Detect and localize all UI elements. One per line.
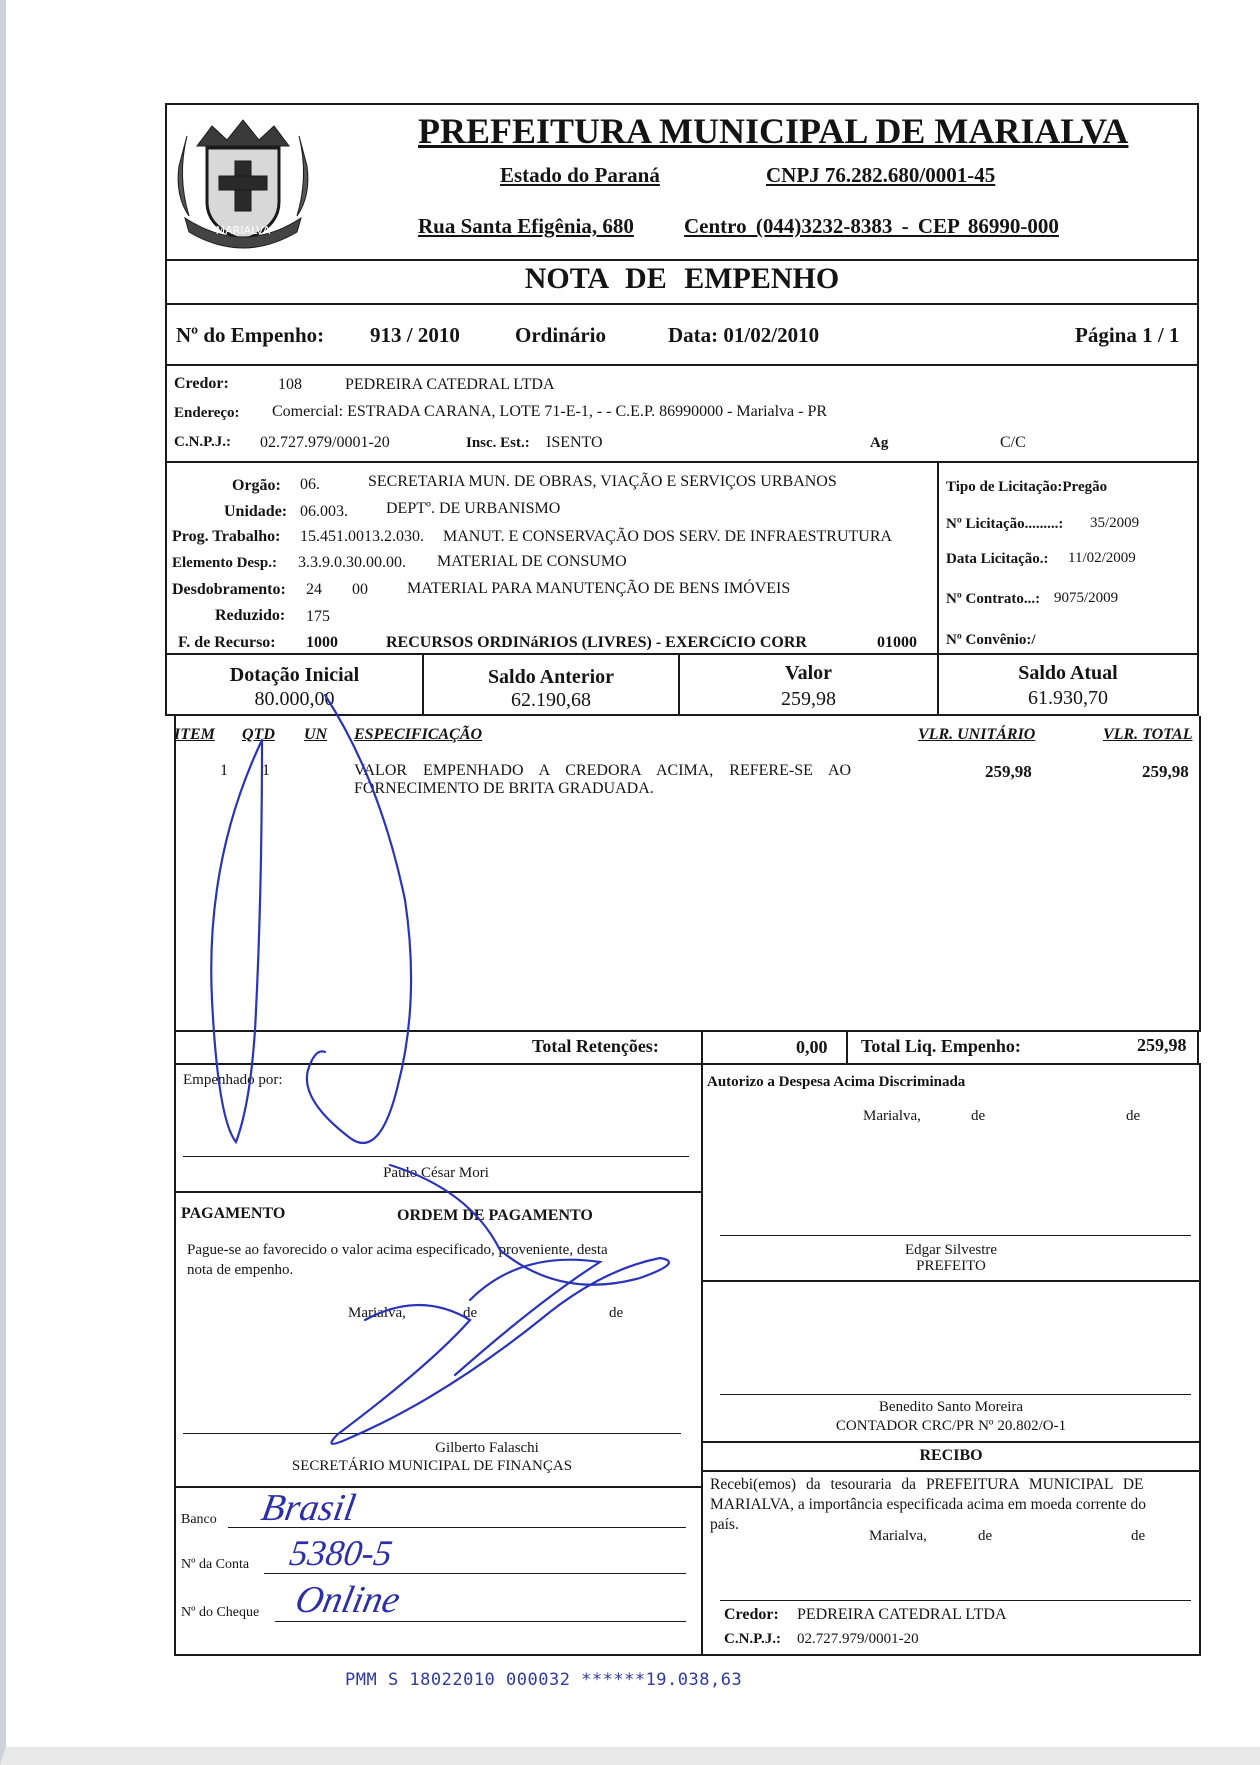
header-street: Rua Santa Efigênia, 680: [418, 214, 634, 238]
totals-box: [174, 1030, 1199, 1065]
recibo-de2: de: [1131, 1528, 1146, 1544]
pagamento-de1: de: [463, 1305, 478, 1321]
row-qtd: 1: [262, 762, 270, 779]
banco-top-line: [174, 1486, 701, 1488]
orgao-code: 06.: [300, 476, 320, 493]
recibo-de1: de: [978, 1528, 993, 1544]
prefeito-name: Edgar Silvestre: [904, 1242, 998, 1258]
totals-divider-2: [846, 1030, 848, 1065]
prog-name: MANUT. E CONSERVAÇÃO DOS SERV. DE INFRAESTRUTURA: [443, 528, 893, 545]
empenho-label: Nº do Empenho:: [176, 323, 325, 347]
empenho-type: Ordinário: [515, 323, 607, 347]
orgao-name: SECRETARIA MUN. DE OBRAS, VIAÇÃO E SERVIÇOS URBANOS: [368, 473, 837, 490]
seal-text: MARIALVA: [215, 224, 271, 237]
header-title: PREFEITURA MUNICIPAL DE MARIALVA: [418, 111, 1129, 151]
header-cnpj: CNPJ 76.282.680/0001-45: [766, 163, 996, 187]
recibo-marialva: Marialva,: [869, 1528, 927, 1544]
empenhado-name: Paulo César Mori: [383, 1165, 489, 1181]
row-spec-line2: FORNECIMENTO DE BRITA GRADUADA.: [354, 780, 654, 797]
recurso-code: 1000: [306, 634, 338, 651]
valor-value: 259,98: [781, 688, 836, 710]
licitacao-data: 11/02/2009: [1068, 550, 1136, 566]
pague-line2: nota de empenho.: [187, 1262, 294, 1278]
banco-handwritten: Brasil: [258, 1487, 359, 1529]
elemento-code: 3.3.9.0.30.00.00.: [298, 554, 406, 571]
lower-bottom-border: [174, 1654, 1201, 1656]
col-unitario-header: VLR. UNITÁRIO: [918, 726, 1036, 743]
dotacao-inicial-value: 80.000,00: [254, 688, 335, 710]
contador-name: Benedito Santo Moreira: [878, 1399, 1024, 1415]
contador-signature-line: [720, 1394, 1191, 1395]
pagamento-de2: de: [609, 1305, 624, 1321]
credor-ie-label: Insc. Est.:: [466, 435, 530, 451]
secretario-signature-line: [183, 1433, 681, 1434]
desdobramento-label: Desdobramento:: [172, 581, 286, 598]
saldo-anterior-value: 62.190,68: [511, 689, 591, 711]
orgao-label: Orgão:: [232, 477, 281, 494]
credor-address: Comercial: ESTRADA CARANA, LOTE 71-E-1, - - C.E.P. 86990000 - Marialva - PR: [272, 403, 828, 420]
recurso-name: RECURSOS ORDINáRIOS (LIVRES) - EXERCíCIO CORR: [386, 634, 807, 651]
autorizo-de2: de: [1126, 1108, 1141, 1124]
recurso-label: F. de Recurso:: [178, 634, 276, 651]
row-unitario: 259,98: [985, 762, 1032, 781]
recibo-line2: MARIALVA, a importância especificada acima em moeda corrente do: [710, 1496, 1146, 1513]
ordem-pagamento-title: ORDEM DE PAGAMENTO: [397, 1207, 593, 1224]
reduzido-label: Reduzido:: [215, 607, 286, 624]
credor-cc-label: C/C: [1000, 434, 1026, 451]
recibo-cnpj: 02.727.979/0001-20: [797, 1631, 919, 1647]
secretario-name: Gilberto Falaschi: [435, 1440, 539, 1456]
col-qtd-header: QTD: [242, 726, 275, 743]
credor-ie: ISENTO: [546, 434, 603, 451]
row-spec-line1: VALOR EMPENHADO A CREDORA ACIMA, REFERE-SE AO: [354, 762, 852, 779]
credor-cnpj: 02.727.979/0001-20: [260, 434, 390, 451]
col-total-header: VLR. TOTAL: [1103, 726, 1193, 743]
licitacao-contrato-label: Nº Contrato...:: [946, 591, 1041, 607]
pague-line1: Pague-se ao favorecido o valor acima especificado, proveniente, desta: [187, 1242, 608, 1258]
liquido-label: Total Liq. Empenho:: [861, 1036, 1021, 1056]
dotacao-divider: [937, 461, 939, 655]
valor-label: Valor: [784, 662, 833, 684]
recibo-title-line: [701, 1470, 1201, 1472]
contador-top-line: [701, 1280, 1201, 1282]
credor-name: PEDREIRA CATEDRAL LTDA: [345, 376, 555, 393]
contador-title: CONTADOR CRC/PR Nº 20.802/O-1: [835, 1418, 1067, 1434]
retencoes-value: 0,00: [796, 1037, 828, 1057]
recibo-credor-name: PEDREIRA CATEDRAL LTDA: [797, 1606, 1007, 1623]
col-especificacao-header: ESPECIFICAÇÃO: [354, 726, 483, 743]
col-un-header: UN: [304, 726, 328, 743]
secretario-title: SECRETÁRIO MUNICIPAL DE FINANÇAS: [291, 1458, 573, 1474]
banco-label: Banco: [181, 1512, 217, 1527]
footer-stamp: PMM S 18022010 000032 ******19.038,63: [345, 1670, 743, 1690]
unidade-code: 06.003.: [300, 503, 348, 520]
prog-label: Prog. Trabalho:: [172, 528, 281, 545]
licitacao-contrato: 9075/2009: [1054, 590, 1119, 606]
lower-right-border: [1199, 1063, 1201, 1655]
licitacao-numero: 35/2009: [1090, 515, 1140, 531]
totals-divider-1: [701, 1030, 703, 1065]
empenho-number: 913 / 2010: [370, 323, 460, 347]
desdobramento-name: MATERIAL PARA MANUTENÇÃO DE BENS IMÓVEIS: [407, 580, 791, 597]
empenho-date: Data: 01/02/2010: [668, 323, 820, 347]
saldo-anterior-label: Saldo Anterior: [487, 666, 615, 688]
pagamento-top-line: [174, 1191, 701, 1193]
liquido-value: 259,98: [1137, 1035, 1187, 1055]
reduzido-value: 175: [306, 608, 330, 625]
credor-cnpj-label: C.N.P.J.:: [174, 434, 231, 450]
recurso-sub: 01000: [877, 634, 917, 651]
prefeito-signature-line: [720, 1235, 1191, 1236]
licitacao-tipo: Tipo de Licitação:Pregão: [946, 479, 1108, 495]
lower-middle-divider: [701, 1063, 703, 1655]
items-right-border: [1199, 716, 1201, 1032]
credor-ag-label: Ag: [870, 435, 889, 451]
licitacao-numero-label: Nº Licitação.........:: [946, 516, 1064, 532]
unidade-name: DEPTº. DE URBANISMO: [386, 500, 561, 517]
desdobramento-code: 24: [306, 581, 322, 598]
autorizo-de1: de: [971, 1108, 986, 1124]
cheque-label: Nº do Cheque: [181, 1605, 260, 1620]
recibo-cnpj-label: C.N.P.J.:: [724, 1631, 781, 1647]
recibo-signature-line: [720, 1600, 1191, 1601]
header-state: Estado do Paraná: [500, 163, 660, 187]
autorizo-marialva: Marialva,: [863, 1108, 921, 1124]
saldo-atual-value: 61.930,70: [1028, 687, 1108, 709]
saldo-atual-label: Saldo Atual: [1018, 662, 1118, 684]
retencoes-label: Total Retenções:: [532, 1036, 659, 1056]
empenhado-signature-line: [183, 1156, 689, 1157]
recibo-top-line: [701, 1441, 1201, 1443]
recibo-credor-label: Credor:: [724, 1606, 779, 1623]
pagamento-marialva: Marialva,: [348, 1305, 406, 1321]
municipal-coat-of-arms-icon: [167, 106, 319, 258]
lower-left-border: [174, 1063, 176, 1655]
elemento-name: MATERIAL DE CONSUMO: [437, 553, 627, 570]
credor-code: 108: [278, 376, 302, 393]
recibo-title: RECIBO: [919, 1447, 983, 1464]
pagamento-title: PAGAMENTO: [181, 1205, 286, 1222]
cheque-handwritten: Online: [291, 1579, 404, 1621]
empenhado-label: Empenhado por:: [183, 1072, 283, 1088]
doc-title: NOTA DE EMPENHO: [524, 262, 840, 295]
credor-address-label: Endereço:: [174, 405, 240, 421]
conta-label: Nº da Conta: [181, 1557, 250, 1572]
autorizo-text: Autorizo a Despesa Acima Discriminada: [707, 1074, 966, 1090]
col-item-header: ITEM: [174, 726, 215, 743]
recibo-line3: país.: [710, 1516, 739, 1533]
empenho-page: Página 1 / 1: [1075, 323, 1180, 347]
elemento-label: Elemento Desp.:: [172, 555, 277, 571]
dotacao-inicial-label: Dotação Inicial: [229, 664, 360, 686]
licitacao-convenio: Nº Convênio:/: [946, 632, 1036, 648]
recibo-line1: Recebi(emos) da tesouraria da PREFEITURA MUNICIPAL DE: [710, 1476, 1144, 1493]
prefeito-title: PREFEITO: [916, 1258, 986, 1274]
conta-handwritten: 5380-5: [287, 1533, 395, 1573]
unidade-label: Unidade:: [224, 503, 288, 520]
prog-code: 15.451.0013.2.030.: [300, 528, 424, 545]
row-total: 259,98: [1142, 762, 1189, 781]
desdobramento-sub: 00: [352, 581, 368, 598]
credor-label: Credor:: [174, 375, 229, 392]
row-item: 1: [220, 762, 228, 779]
header-district-phone-cep: Centro (044)3232-8383 - CEP 86990-000: [684, 214, 1059, 238]
licitacao-data-label: Data Licitação.:: [946, 551, 1049, 567]
items-left-border: [174, 716, 176, 1032]
